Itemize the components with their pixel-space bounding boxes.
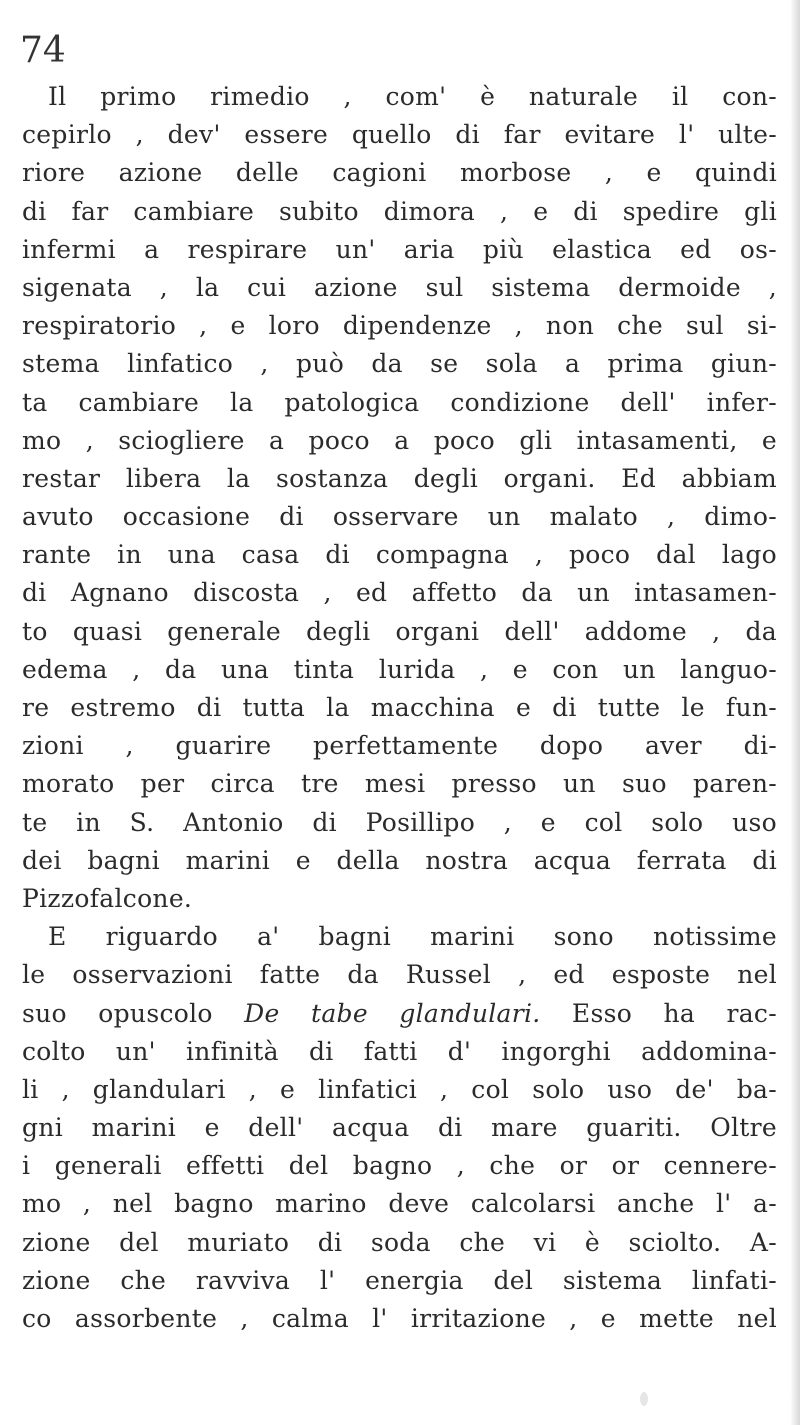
text-line: stema linfatico , può da se sola a prima giun-: [22, 349, 777, 379]
text-line: mo , sciogliere a poco a poco gli intasamenti, e: [22, 425, 777, 455]
book-title-italic: De tabe glandulari.: [244, 998, 541, 1028]
text-line: infermi a respirare un' aria più elastica ed os-: [22, 234, 777, 264]
text-line: to quasi generale degli organi dell' addome , da: [22, 616, 777, 646]
text-line: Il primo rimedio , com' è naturale il con-: [48, 82, 777, 111]
text-line: restar libera la sostanza degli organi. Ed abbiam: [22, 463, 777, 493]
text-line: di far cambiare subito dimora , e di spedire gli: [22, 196, 777, 226]
text-line: rante in una casa di compagna , poco dal lago: [22, 540, 777, 570]
text-line: E riguardo a' bagni marini sono notissime: [48, 922, 777, 952]
text-line: te in S. Antonio di Posillipo , e col solo uso: [22, 807, 777, 837]
text-line: co assorbente , calma l' irritazione , e mette nel: [22, 1304, 777, 1333]
text-line: riore azione delle cagioni morbose , e quindi: [22, 158, 777, 188]
text-line-with-title: [22, 995, 777, 1033]
text-line: li , glandulari , e linfatici , col solo uso de' ba-: [22, 1074, 777, 1104]
text-line: Pizzofalcone.: [22, 883, 193, 913]
text-fragment: Esso ha rac-: [540, 998, 777, 1028]
page-number: 74: [20, 30, 66, 71]
text-line: cepirlo , dev' essere quello di far evitare l' ulte-: [22, 120, 777, 150]
text-line: di Agnano discosta , ed affetto da un intasamen-: [22, 578, 777, 608]
page-edge-shadow: [790, 0, 800, 1425]
text-line: zione del muriato di soda che vi è sciolto. A-: [22, 1227, 777, 1257]
text-line: re estremo di tutta la macchina e di tutte le fun-: [22, 693, 777, 722]
text-line: ta cambiare la patologica condizione dell' infer-: [22, 387, 777, 417]
text-line: colto un' infinità di fatti d' ingorghi addomina-: [22, 1036, 777, 1066]
text-line: zione che ravviva l' energia del sistema linfati-: [22, 1265, 777, 1295]
paper-smudge: [640, 1392, 648, 1406]
text-fragment: suo opuscolo: [22, 998, 245, 1028]
text-line: avuto occasione di osservare un malato , dimo-: [22, 502, 777, 532]
text-line: morato per circa tre mesi presso un suo paren-: [22, 769, 777, 799]
text-line: sigenata , la cui azione sul sistema dermoide ,: [22, 272, 777, 302]
text-line: respiratorio , e loro dipendenze , non che sul si-: [22, 311, 777, 341]
text-line: dei bagni marini e della nostra acqua ferrata di: [22, 845, 777, 875]
text-line: edema , da una tinta lurida , e con un languo-: [22, 654, 777, 684]
text-line: gni marini e dell' acqua di mare guariti. Oltre: [22, 1113, 777, 1143]
text-line: le osservazioni fatte da Russel , ed esposte nel: [22, 960, 777, 990]
text-line: i generali effetti del bagno , che or or cennere-: [22, 1151, 777, 1181]
body-text: [22, 78, 777, 1338]
text-line: zioni , guarire perfettamente dopo aver di-: [22, 731, 777, 761]
text-line: mo , nel bagno marino deve calcolarsi anche l' a-: [22, 1189, 777, 1219]
